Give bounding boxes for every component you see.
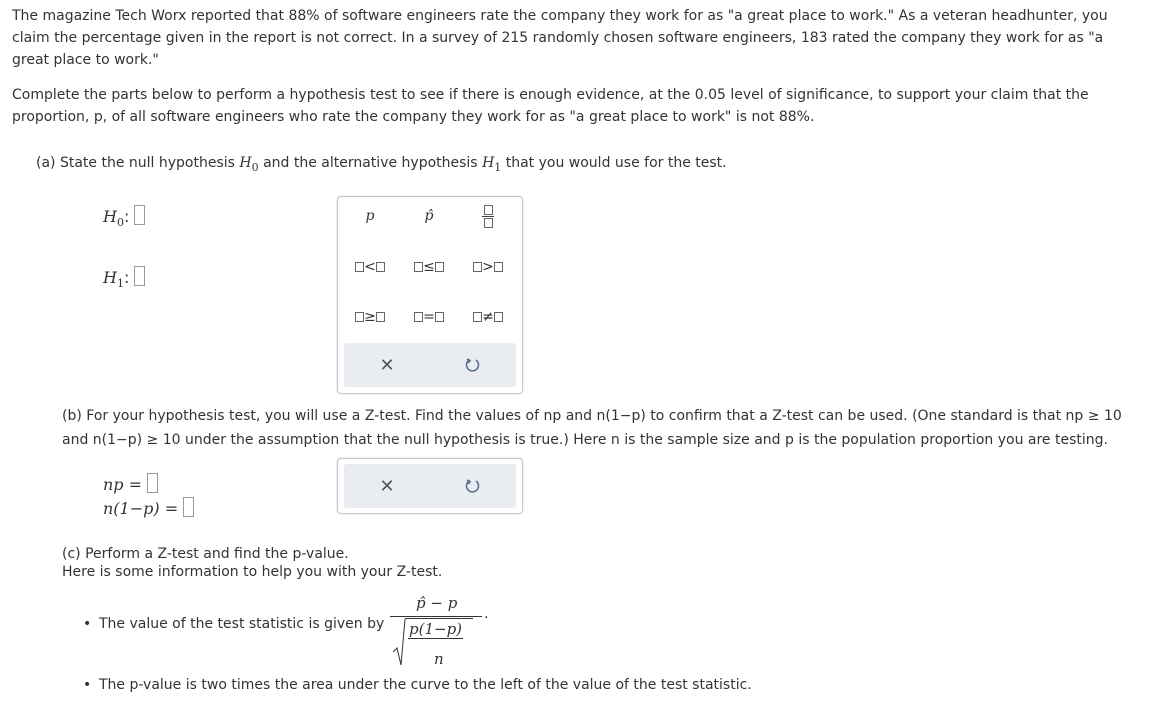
close-icon: ✕ (379, 354, 395, 376)
n-one-minus-p-answer-input[interactable] (183, 497, 194, 517)
palette-a-action-bar (344, 343, 516, 387)
insert-not-equal-button[interactable]: ≠ (468, 304, 508, 330)
np-row: np = (103, 473, 158, 494)
insert-p-button[interactable]: p (365, 208, 375, 224)
bullet-p-value: • The p-value is two times the area under the curve to the left of the value of the test statistic. (99, 677, 752, 693)
insert-fraction-button[interactable] (468, 203, 508, 229)
h0-row: $H_0$: (103, 205, 145, 229)
undo-icon (465, 478, 481, 494)
insert-equal-button[interactable]: = (409, 304, 449, 330)
fraction-numerator-icon (484, 205, 493, 215)
insert-greater-equal-button[interactable]: ≥ (350, 304, 390, 330)
undo-button[interactable] (430, 343, 516, 387)
formula-period: . (484, 606, 489, 622)
symbol-palette-a (337, 196, 523, 394)
h0-answer-input[interactable] (134, 205, 145, 225)
n-one-minus-p-row: n(1−p) = (103, 497, 194, 518)
insert-less-than-button[interactable]: < (350, 254, 390, 280)
formula-numerator: p̂ − p (416, 594, 458, 612)
close-icon: ✕ (379, 475, 395, 497)
radical-bar (405, 618, 473, 619)
insert-p-hat-button[interactable]: p̂ (424, 208, 434, 224)
part-c-line-2: Here is some information to help you with your Z-test. (62, 564, 443, 580)
bullet-test-statistic: • The value of the test statistic is given by (99, 616, 384, 632)
undo-icon (465, 357, 481, 373)
intro-paragraph-2: Complete the parts below to perform a hypothesis test to see if there is enough evidence, at the 0.05 level of significance, to support your claim that the proportion, p, of all software engineers who rate the company they work for as "a great place to work" is not 88%. (12, 87, 1089, 125)
fraction-denominator-icon (484, 218, 493, 228)
formula-denominator-top: p(1−p) (409, 620, 463, 638)
h1-answer-input[interactable] (134, 266, 145, 286)
insert-greater-than-button[interactable]: > (468, 254, 508, 280)
formula-fraction-bar (390, 616, 482, 617)
part-b-text: (b) For your hypothesis test, you will use a Z-test. Find the values of np and n(1−p) to confirm that a Z-test can be used. (One standard is that np ≥ 10 and n(1−p) ≥ 10 under the assumption that the null hypothesis is true.) Here n is the sample size and p is the population proportion you are testing. (62, 408, 1122, 448)
part-c-line-1: (c) Perform a Z-test and find the p-value. (62, 546, 349, 562)
palette-b-action-bar (344, 464, 516, 508)
np-answer-input[interactable] (147, 473, 158, 493)
h1-row: $H_1$: (103, 266, 145, 290)
undo-button[interactable] (430, 464, 516, 508)
clear-button[interactable] (344, 343, 430, 387)
intro-paragraph-1: The magazine Tech Worx reported that 88% of software engineers rate the company they work for as "a great place to work." As a veteran headhunter, you claim the percentage given in the report is not correct. In a survey of 215 randomly chosen software engineers, 183 rated the company they work for as "a great place to work." (12, 8, 1108, 68)
part-a-prompt: (a) State the null hypothesis $H_0$ and the alternative hypothesis $H_1$ that you would use for the test. (36, 155, 727, 174)
square-root-icon (392, 618, 406, 666)
insert-less-equal-button[interactable]: ≤ (409, 254, 449, 280)
formula-denominator-bottom: n (434, 650, 444, 668)
symbol-palette-b (337, 458, 523, 514)
test-statistic-formula (390, 592, 490, 676)
clear-button[interactable] (344, 464, 430, 508)
